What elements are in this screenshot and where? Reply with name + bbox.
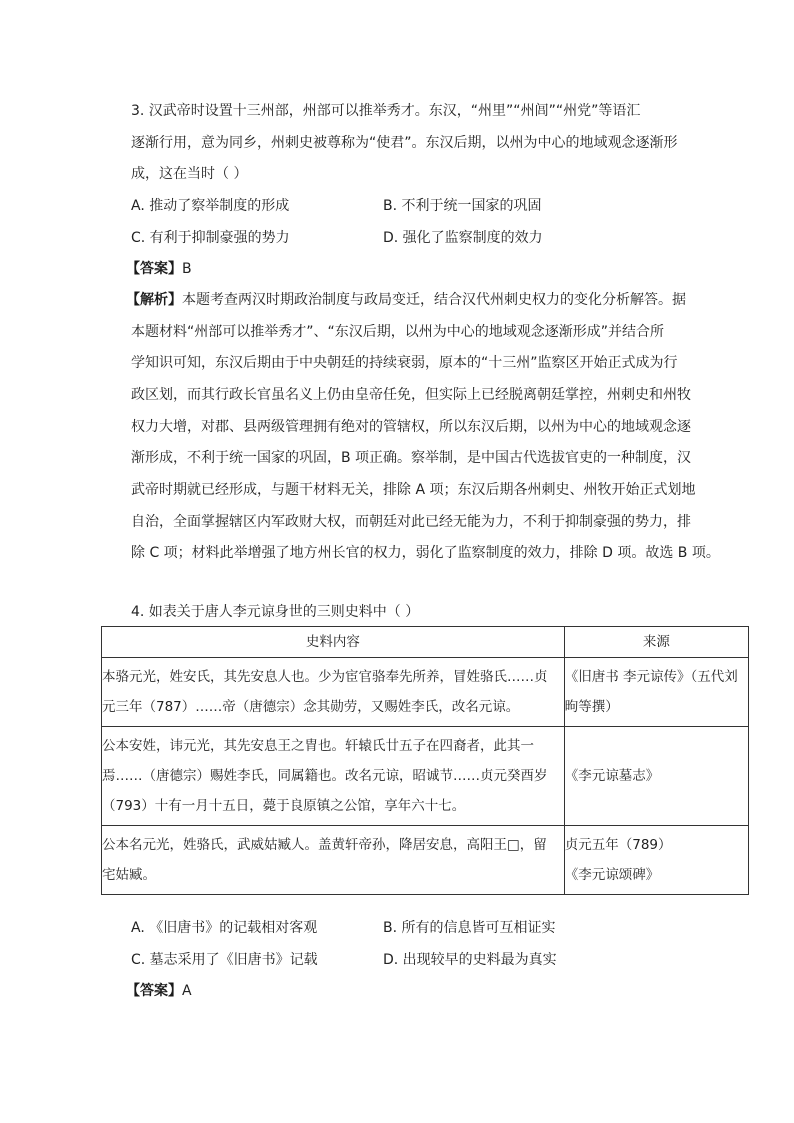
q4-stem: 4. 如表关于唐人李元谅身世的三则史料中（ ） <box>131 604 420 620</box>
cell-line: 《李元谅颂碑》 <box>564 867 660 883</box>
table-header-row <box>102 627 749 658</box>
q3-option-c: C. 有利于抑制豪强的势力 <box>131 230 290 246</box>
q4-option-a: A. 《旧唐书》的记载相对客观 <box>131 920 318 936</box>
table-cell-source <box>564 727 748 826</box>
answer-value: B <box>182 261 192 277</box>
answer-tag: 【答案】 <box>126 261 182 277</box>
analysis-text: 本题考查两汉时期政治制度与政局变迁，结合汉代州刺史权力的变化分析解答。据 <box>182 292 686 308</box>
q3-stem-line-3: 成，这在当时（ ） <box>131 166 248 182</box>
table-row <box>102 727 749 826</box>
table-row <box>102 658 749 727</box>
q3-option-a: A. 推动了察举制度的形成 <box>131 198 290 214</box>
cell-line: 本骆元光，姓安氏，其先安息人也。少为宦官骆奉先所养，冒姓骆氏……贞 <box>102 669 548 685</box>
table-row <box>102 826 749 895</box>
q3-analysis-line-2: 本题材料“州部可以推举秀才”、“东汉后期，以州为中心的地域观念逐渐形成”并结合所 <box>131 324 665 340</box>
analysis-tag: 【解析】 <box>126 292 182 308</box>
table-cell-content <box>102 727 565 826</box>
cell-line: 公本安姓，讳元光，其先安息王之胄也。轩辕氏廿五子在四裔者，此其一 <box>102 738 534 754</box>
cell-line: 《李元谅墓志》 <box>564 768 660 784</box>
answer-value: A <box>182 983 192 999</box>
source-table <box>101 626 749 895</box>
q3-stem-line-2: 逐渐行用，意为同乡，州刺史被尊称为“使君”。东汉后期，以州为中心的地域观念逐渐形 <box>131 135 678 151</box>
q3-analysis-line-6: 渐形成，不利于统一国家的巩固，B 项正确。察举制，是中国古代选拔官吏的一种制度，汉 <box>131 450 692 466</box>
q3-analysis-line-8: 自治，全面掌握辖区内军政财大权，而朝廷对此已经无能为力，不利于抑制豪强的势力，排 <box>131 514 691 530</box>
cell-line: 宅姑臧。 <box>102 867 156 883</box>
q3-stem-line-1: 3. 汉武帝时设置十三州部，州部可以推举秀才。东汉，“州里”“州闾”“州党”等语汇 <box>131 103 641 119</box>
q4-option-d: D. 出现较早的史料最为真实 <box>383 952 557 968</box>
cell-line: 焉……（唐德宗）赐姓李氏，同属籍也。改名元谅，昭诚节……贞元癸酉岁 <box>102 768 548 784</box>
q3-answer <box>126 259 192 279</box>
cell-line: 公本名元光，姓骆氏，武威姑臧人。盖黄轩帝孙，降居安息，高阳王□，留 <box>102 837 547 853</box>
q3-analysis-line-5: 权力大增，对郡、县两级管理拥有绝对的管辖权，所以东汉后期，以州为中心的地域观念逐 <box>131 419 691 435</box>
q4-answer <box>126 981 192 1001</box>
q3-analysis-line-4: 政区划，而其行政长官虽名义上仍由皇帝任免，但实际上已经脱离朝廷掌控，州刺史和州牧 <box>131 387 691 403</box>
table-header-source: 来源 <box>564 627 748 658</box>
cell-line: 元三年（787）……帝（唐德宗）念其勋劳，又赐姓李氏，改名元谅。 <box>102 699 520 715</box>
q3-option-b: B. 不利于统一国家的巩固 <box>383 198 542 214</box>
q3-analysis-line-7: 武帝时期就已经形成，与题干材料无关，排除 A 项；东汉后期各州刺史、州牧开始正式划地 <box>131 482 696 498</box>
table-cell-source <box>564 658 748 727</box>
cell-line: 昫等撰） <box>564 699 619 715</box>
table-header-content: 史料内容 <box>102 627 565 658</box>
q3-analysis-line-1 <box>126 290 686 310</box>
q3-option-d: D. 强化了监察制度的效力 <box>383 230 543 246</box>
answer-tag: 【答案】 <box>126 983 182 999</box>
q3-analysis-line-3: 学知识可知，东汉后期由于中央朝廷的持续衰弱，原本的“十三州”监察区开始正式成为行 <box>131 355 678 371</box>
cell-line: （793）十有一月十五日，薨于良原镇之公馆，享年六十七。 <box>102 798 466 814</box>
q4-option-c: C. 墓志采用了《旧唐书》记载 <box>131 952 318 968</box>
table-cell-content <box>102 826 565 895</box>
q4-option-b: B. 所有的信息皆可互相证实 <box>383 920 556 936</box>
q3-analysis-line-9: 除 C 项；材料此举增强了地方州长官的权力，弱化了监察制度的效力，排除 D 项。故选 B 项。 <box>131 545 720 561</box>
table-cell-source <box>564 826 748 895</box>
cell-line: 贞元五年（789） <box>564 837 672 853</box>
table-cell-content <box>102 658 565 727</box>
cell-line: 《旧唐书 李元谅传》（五代刘 <box>564 669 738 685</box>
